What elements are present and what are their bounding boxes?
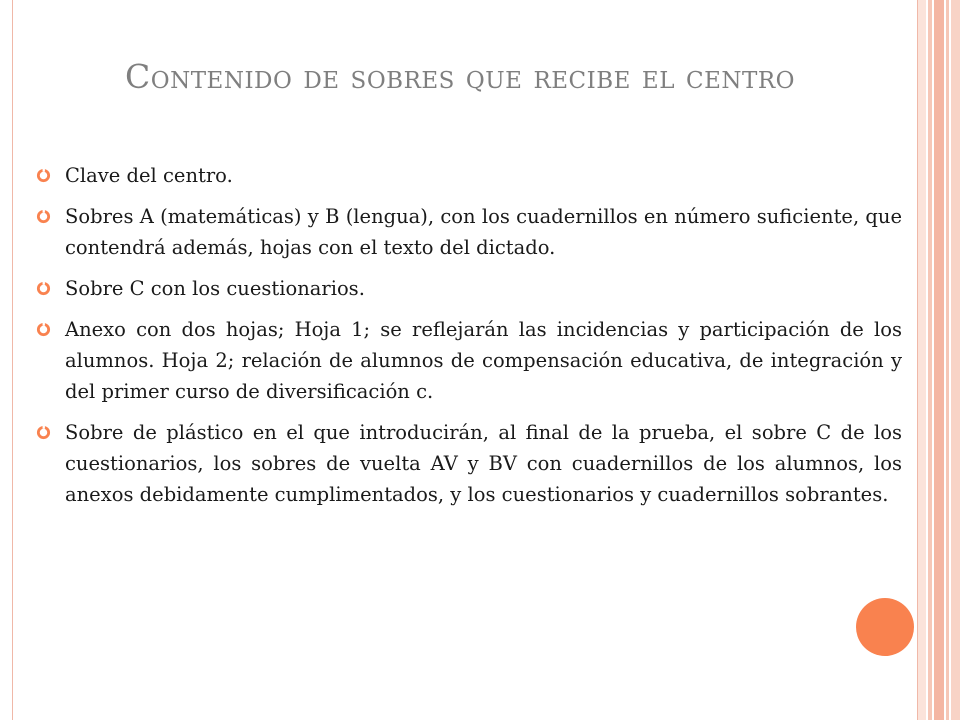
bullet-text: Sobre C con los cuestionarios. (65, 277, 365, 300)
stripe (928, 0, 932, 720)
bullet-icon (36, 425, 51, 440)
bullet-icon (36, 168, 51, 183)
bullet-list (36, 160, 902, 520)
stripe (951, 0, 960, 720)
decorative-circle (856, 598, 914, 656)
list-item (36, 160, 902, 191)
bullet-text: Sobres A (matemáticas) y B (lengua), con los cuadernillos en número suficiente, que contendrá además, hojas con el texto del dictado. (65, 205, 902, 259)
list-item (36, 314, 902, 407)
list-item (36, 273, 902, 304)
bullet-text: Sobre de plástico en el que introducirán, al final de la prueba, el sobre C de los cuestionarios, los sobres de vuelta AV y BV con cuadernillos de los alumnos, los anexos debidamente cumplimentados, y los cuestionarios y cuadernillos sobrantes. (65, 421, 902, 506)
list-item (36, 201, 902, 263)
bullet-icon (36, 209, 51, 224)
bullet-icon (36, 322, 51, 337)
decorative-stripes (918, 0, 960, 720)
bullet-icon (36, 281, 51, 296)
stripe (918, 0, 926, 720)
bullet-text: Anexo con dos hojas; Hoja 1; se reflejarán las incidencias y participación de los alumnos. Hoja 2; relación de alumnos de compensación educativa, de integración y del primer curso de diversificación c. (65, 318, 902, 403)
slide-title: Contenido de sobres que recibe el centro (124, 57, 795, 96)
stripe (934, 0, 944, 720)
bullet-text: Clave del centro. (65, 164, 233, 187)
stripe (946, 0, 949, 720)
list-item (36, 417, 902, 510)
